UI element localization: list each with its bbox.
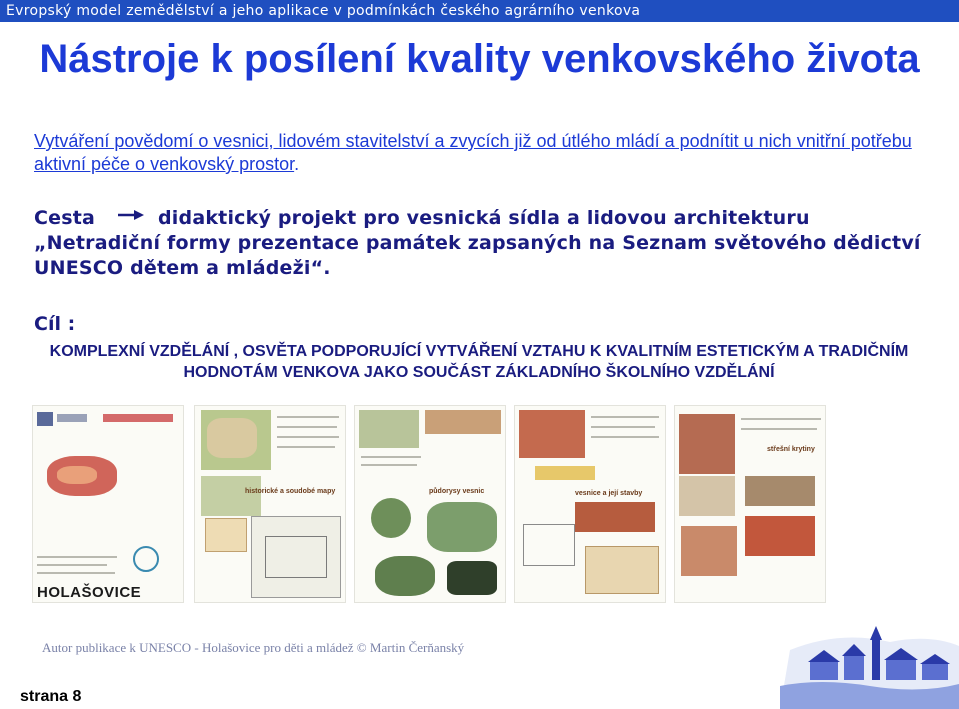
poster-buildings-heading: vesnice a její stavby [575,490,643,497]
aerial-photo [359,410,419,448]
text-line [37,556,117,558]
cil-label: Cíl : [34,313,76,335]
highlight-box [535,466,595,480]
cadastral-map-detail [265,536,327,578]
map-image-2 [201,476,261,516]
poster-holasovice [32,405,184,603]
text-line [37,564,107,566]
map-image-3 [205,518,247,552]
cesta-project-text: didaktický projekt pro vesnická sídla a lidovou architekturu [158,207,810,229]
village-plan-image-4 [447,561,497,595]
slide-subtitle [34,130,914,176]
village-plan-image-3 [375,556,435,596]
poster-maps-heading: historické a soudobé mapy [245,488,336,495]
farmhouse-photo [575,502,655,532]
cesta-line-2: „Netradiční formy prezentace památek zapsaných na Seznam světového dědictví UNESCO dětem a mládeži“. [34,232,921,279]
cesta-section [34,206,934,281]
unesco-logo-icon [37,412,53,426]
village-plan-image [371,498,411,538]
text-line [37,572,115,574]
village-photo [425,410,501,434]
footer-author: Autor publikace k UNESCO - Holašovice pro děti a mládež © Martin Čerňanský [42,640,465,655]
poster-gallery [32,405,822,605]
slide-title: Nástroje k posílení kvality venkovského života [39,37,920,81]
poster-holasovice-label: HOLAŠOVICE [37,584,142,601]
cesta-line-1 [34,206,934,231]
text-line [591,436,659,438]
text-line [277,446,335,448]
text-line [741,428,817,430]
village-aerial-detail [57,466,97,484]
poster-roofs-heading: střešní krytiny [767,446,815,453]
poster-floorplans-heading: půdorysy vesnic [429,488,485,495]
text-line [277,436,339,438]
village-square-photo [519,410,585,458]
arrow-right-icon [118,203,158,228]
map-detail [207,418,257,458]
text-line [361,456,421,458]
text-line [277,426,337,428]
text-line [591,416,659,418]
village-illustration [780,620,959,709]
poster-maps [194,405,346,603]
text-line [741,418,821,420]
poster-roofs [674,405,826,603]
building-plan [523,524,575,566]
text-line [277,416,339,418]
logo-mark [57,414,87,422]
village-plan-image-2 [427,502,497,552]
roof-tiles-photo [745,476,815,506]
header-banner: Evropský model zemědělství a jeho aplikace v podmínkách českého agrárního venkova [0,0,959,22]
poster-buildings [514,405,666,603]
house-icon [133,546,159,572]
text-line [591,426,655,428]
roof-tiles-photo-2 [745,516,815,556]
house-photo-2 [679,476,735,516]
subtitle-period: . [294,154,300,174]
building-drawing [585,546,659,594]
subtitle-underlined-text: Vytváření povědomí o vesnici, lidovém stavitelství a zvycích již od útlého mládí a podnítit u nich vnitřní potřebu aktivní péče o venkovský prostor [34,131,912,174]
cesta-label: Cesta [34,207,96,229]
goal-text: KOMPLEXNÍ VZDĚLÁNÍ , OSVĚTA PODPORUJÍCÍ VYTVÁŘENÍ VZTAHU K KVALITNÍM ESTETICKÝM A TRADIČNÍM HODNOTÁM VENKOVA JAKO SOUČÁST ZÁKLADNÍHO ŠKOLNÍHO VZDĚLÁNÍ [49,343,909,381]
roof-photo [681,526,737,576]
page-number: strana 8 [20,688,82,705]
logo-strip [103,414,173,422]
house-photo [679,414,735,474]
text-line [361,464,417,466]
poster-floorplans [354,405,506,603]
